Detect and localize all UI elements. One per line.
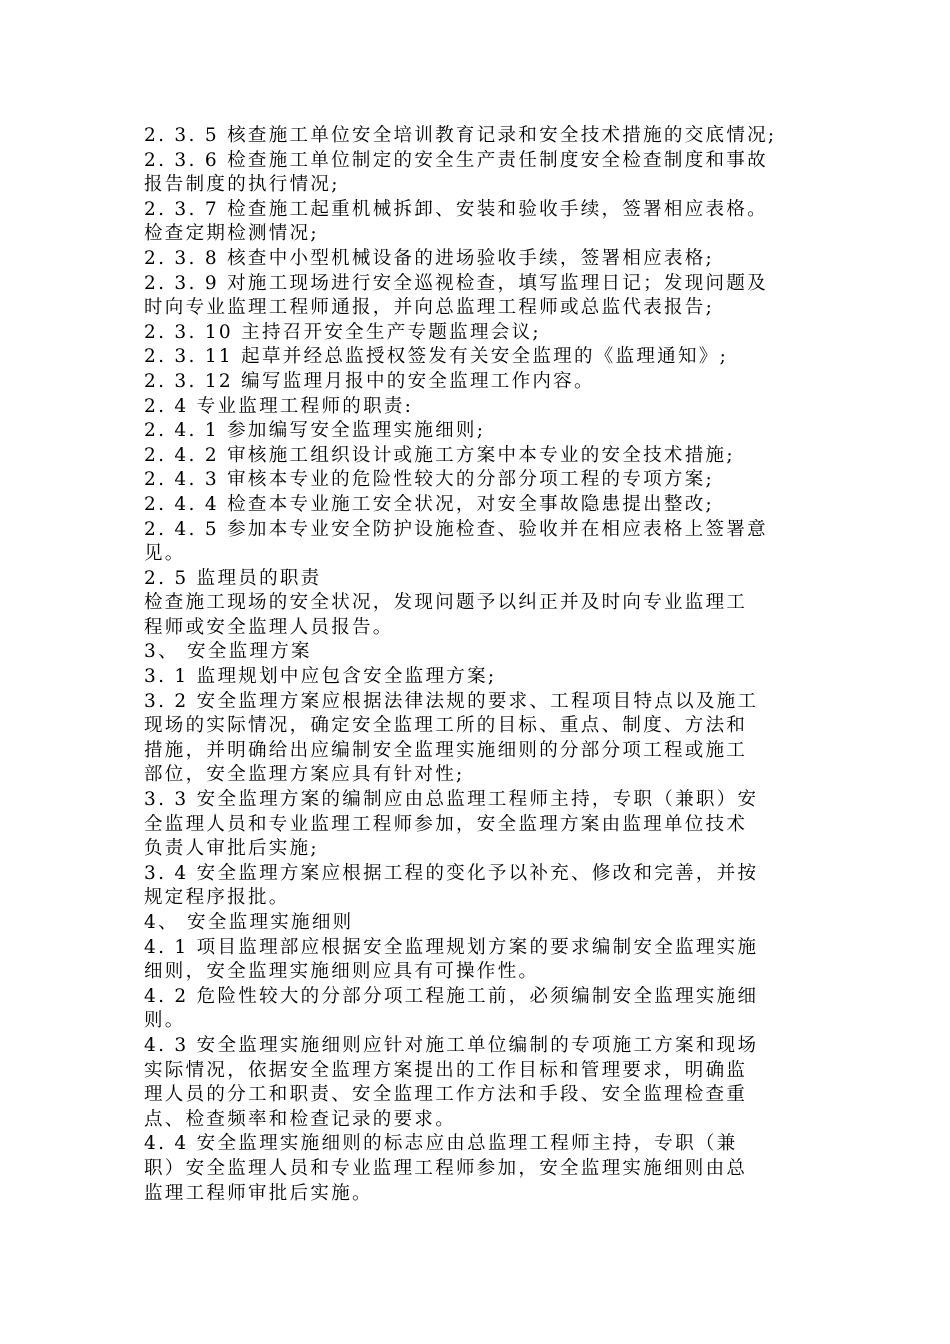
text-line: 规定程序报批。: [144, 887, 290, 909]
text-line: 4. 1 项目监理部应根据安全监理规划方案的要求编制安全监理实施: [144, 936, 759, 958]
text-line: 3. 4 安全监理方案应根据工程的变化予以补充、修改和完善，并按: [144, 862, 759, 884]
text-line: 2. 4. 4 检查本专业施工安全状况，对安全事故隐患提出整改;: [144, 493, 715, 515]
text-line: 全监理人员和专业监理工程师参加，安全监理方案由监理单位技术: [144, 813, 748, 835]
text-line: 部位，安全监理方案应具有针对性;: [144, 764, 465, 786]
text-line: 实际情况，依据安全监理方案提出的工作目标和管理要求，明确监: [144, 1059, 748, 1081]
text-line: 2. 4. 3 审核本专业的危险性较大的分部分项工程的专项方案;: [144, 469, 715, 491]
text-line: 2. 3. 9 对施工现场进行安全巡视检查，填写监理日记；发现问题及: [144, 272, 768, 294]
text-line: 4、 安全监理实施细则: [144, 912, 354, 933]
text-line: 细则，安全监理实施细则应具有可操作性。: [144, 961, 540, 983]
text-line: 监理工程师审批后实施。: [144, 1182, 373, 1204]
text-line: 点、检查频率和检查记录的要求。: [144, 1108, 457, 1130]
text-line: 3. 3 安全监理方案的编制应由总监理工程师主持，专职（兼职）安: [144, 789, 759, 811]
text-line: 2. 4 专业监理工程师的职责:: [144, 395, 414, 417]
text-line: 2. 5 监理员的职责: [144, 567, 322, 589]
text-line: 时向专业监理工程师通报，并向总监理工程师或总监代表报告;: [144, 297, 715, 319]
text-line: 3. 1 监理规划中应包含安全监理方案;: [144, 666, 497, 688]
text-line: 3、 安全监理方案: [144, 641, 312, 663]
text-line: 2. 3. 6 检查施工单位制定的安全生产责任制度安全检查制度和事故: [144, 149, 768, 171]
text-line: 2. 3. 10 主持召开安全生产专题监理会议;: [144, 321, 541, 343]
text-line: 4. 4 安全监理实施细则的标志应由总监理工程师主持，专职（兼: [144, 1133, 738, 1155]
text-line: 则。: [144, 1010, 186, 1032]
text-line: 2. 3. 7 检查施工起重机械拆卸、安装和验收手续，签署相应表格。: [144, 198, 768, 220]
text-line: 现场的实际情况，确定安全监理工所的目标、重点、制度、方法和: [144, 715, 748, 737]
text-line: 2. 4. 1 参加编写安全监理实施细则;: [144, 420, 486, 442]
text-line: 措施，并明确给出应编制安全监理实施细则的分部分项工程或施工: [144, 739, 748, 761]
text-line: 2. 4. 5 参加本专业安全防护设施检查、验收并在相应表格上签署意: [144, 518, 768, 540]
text-line: 见。: [144, 543, 186, 565]
text-line: 4. 3 安全监理实施细则应针对施工单位编制的专项施工方案和现场: [144, 1034, 759, 1056]
text-line: 检查施工现场的安全状况，发现问题予以纠正并及时向专业监理工: [144, 592, 748, 614]
text-line: 职）安全监理人员和专业监理工程师参加，安全监理实施细则由总: [144, 1157, 748, 1179]
document-body: [144, 124, 814, 1206]
text-line: 报告制度的执行情况;: [144, 174, 340, 196]
text-line: 理人员的分工和职责、安全监理工作方法和手段、安全监理检查重: [144, 1084, 748, 1106]
text-line: 2. 4. 2 审核施工组织设计或施工方案中本专业的安全技术措施;: [144, 444, 735, 466]
text-line: 2. 3. 11 起草并经总监授权签发有关安全监理的《监理通知》;: [144, 346, 729, 368]
text-line: 3. 2 安全监理方案应根据法律法规的要求、工程项目特点以及施工: [144, 690, 759, 712]
text-line: 4. 2 危险性较大的分部分项工程施工前，必须编制安全监理实施细: [144, 985, 759, 1007]
text-line: 负责人审批后实施;: [144, 838, 319, 860]
text-line: 2. 3. 5 核查施工单位安全培训教育记录和安全技术措施的交底情况;: [144, 125, 777, 146]
text-line: 检查定期检测情况;: [144, 223, 319, 245]
text-line: 2. 3. 8 核查中小型机械设备的进场验收手续，签署相应表格;: [144, 247, 715, 269]
text-line: 2. 3. 12 编写监理月报中的安全监理工作内容。: [144, 370, 595, 392]
text-line: 程师或安全监理人员报告。: [144, 616, 394, 638]
